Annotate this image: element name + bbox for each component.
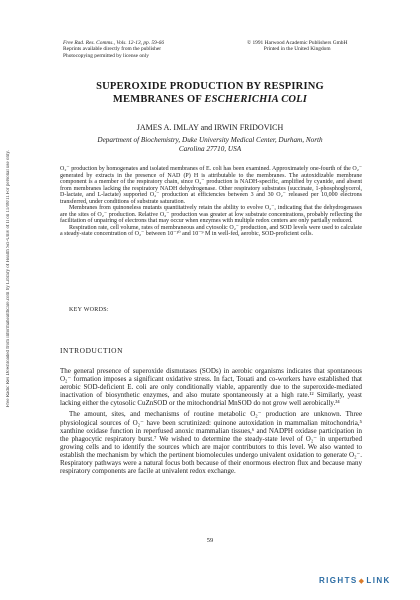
abstract-paragraph-2: Membranes from quinoneless mutants quantitatively retain the ability to evolve O₂⁻, indicating that the dehydrogenases are the sites of O₂⁻ production. Relative O₂⁻ production was greater at low substrate concentrations, probably reflecting the facilitation of unpairing of electrons that may occur when enzymes with multiple redox centers are only partially reduced.	[60, 205, 362, 224]
copyright-line: © 1991 Harwood Academic Publishers GmbH	[247, 40, 348, 46]
reprint-notice: Reprints available directly from the publisher	[63, 46, 162, 53]
printed-in-line: Printed in the United Kingdom	[263, 46, 331, 53]
introduction-body	[60, 367, 362, 478]
section-heading-introduction: INTRODUCTION	[60, 346, 124, 355]
affiliation-line-2: Carolina 27710, USA	[178, 144, 242, 153]
photocopy-notice: Photocopying permitted by license only	[63, 52, 149, 59]
rightslink-text-left: RIGHTS	[319, 576, 358, 585]
affiliation	[70, 136, 350, 154]
watermark-line-2: For personal use only.	[6, 150, 11, 195]
rightslink-text-right: LINK	[366, 576, 391, 585]
download-watermark	[6, 150, 12, 407]
page-number: 59	[206, 537, 214, 544]
title-line-2: MEMBRANES OF ESCHERICHIA COLI	[112, 94, 308, 105]
title-line-1: SUPEROXIDE PRODUCTION BY RESPIRING	[96, 81, 324, 92]
paper-title	[60, 80, 360, 106]
authors: JAMES A. IMLAY and IRWIN FRIDOVICH	[136, 123, 284, 132]
journal-info	[63, 40, 164, 59]
copyright-block	[247, 40, 347, 53]
abstract-paragraph-3: Respiration rate, cell volume, rates of membraneous and cytosolic O₂⁻ production, and SOD levels were used to calculate a steady-state concentration of O₂⁻ between 10⁻¹⁰ and 10⁻⁹ M in well-fed, aerobic, SOD-proficient cells.	[60, 224, 362, 237]
abstract	[60, 166, 362, 238]
journal-citation: Free Rad. Res. Comms., Vols. 12-13, pp. 59-66	[63, 40, 165, 46]
keywords-label: KEY WORDS:	[69, 307, 109, 313]
abstract-paragraph-1: O₂⁻ production by homogenates and isolated membranes of E. coli has been examined. Approximately one-fourth of the O₂⁻ generated by extracts in the presence of NAD (P) H is attributable to the membranes. The autoxidizable membrane component is a member of the respiratory chain, since O₂⁻ production is NADH-specific, amplified by cyanide, and absent from membranes lacking the respiratory NADH dehydrogenase. Other respiratory substrates (succinate, 1-phosphoglycerol, D-lactate, and L-lactate) supported O₂⁻ production at efficiencies between 3 and 30 O₂⁻ released per 10,000 electrons transferred, under conditions of substrate saturation.	[60, 166, 362, 205]
watermark-line-1: Free Radic Res Downloaded from informahealthcare.com by Library of Health Sci-Univ of Il on 11/08/11	[6, 195, 11, 408]
intro-paragraph-2: The amount, sites, and mechanisms of routine metabolic O₂⁻ production are unknown. Three physiological sources of O₂⁻ have been scrutinized: quinone autoxidation in mammalian mitochondria,⁵ xanthine oxidase function in reperfused anoxic mammalian tissues,⁶ and NADPH oxidase participation in the phagocytic respiratory burst.⁷ We wished to determine the steady-state level of O₂⁻ in unperturbed growing cells and to identify the sources which are major contributors to this level. We also wanted to establish the mechanism by which the pertinent biomolecules undergo univalent oxidation to generate O₂⁻. Respiratory pathways were a natural focus both because of their enormous electron flux and because many respiratory components are facile at univalent redox exchange.	[60, 410, 362, 476]
intro-paragraph-1: The general presence of superoxide dismutases (SODs) in aerobic organisms indicates that spontaneous O₂⁻ formation imposes a significant oxidative stress. In fact, Touati and co-workers have established that aerobic SOD-deficient E. coli are only conditionally viable, apparently due to the superoxide-mediated inactivation of biosynthetic enzymes, and also mutate spontaneously at a high rate.¹² Similarly, yeast lacking either the cytosolic CuZnSOD or the mitochondrial MnSOD do not grow well aerobically.³⁴	[60, 367, 362, 408]
rightslink-logo[interactable]	[319, 576, 391, 585]
affiliation-line-1: Department of Biochemistry, Duke University Medical Center, Durham, North	[97, 136, 323, 144]
rightslink-mark-icon: ◆	[358, 577, 366, 585]
